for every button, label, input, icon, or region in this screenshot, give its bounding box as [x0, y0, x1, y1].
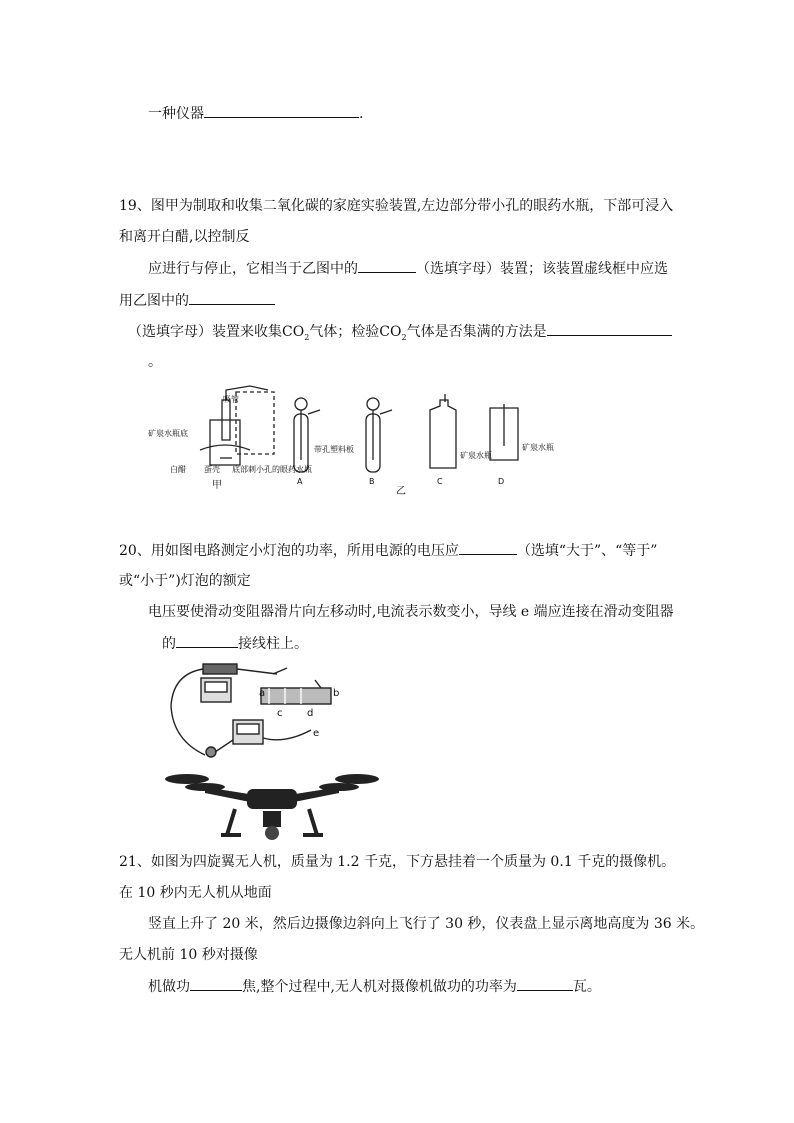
rheostat [261, 688, 331, 704]
label-c: c [277, 708, 283, 719]
funnel-A [295, 398, 307, 410]
label-A: A [297, 477, 303, 486]
q19-line2: 和离开白醋,以控制反 [119, 229, 250, 245]
funnel-B [367, 398, 379, 410]
q21-line1: 21、如图为四旋翼无人机，质量为 1.2 千克，下方悬挂着一个质量为 0.1 千克的摄像机。 [119, 854, 676, 870]
q21-line2: 在 10 秒内无人机从地面 [119, 885, 272, 901]
label-e: e [313, 728, 320, 739]
rotor-right-1 [335, 774, 379, 784]
q20-line1: 20、用如图电路测定小灯泡的功率，所用电源的电压应 （选填“大于”、“等于” [119, 540, 657, 561]
label-b: b [333, 688, 340, 699]
q20-line2: 或“小于”)灯泡的额定 [119, 573, 251, 589]
q19-line6: 。 [148, 354, 162, 370]
vinegar-surface [200, 445, 250, 450]
label-C: C [437, 477, 443, 486]
q18-tail-text: 一种仪器 [148, 106, 204, 122]
q20-blank-2[interactable] [176, 633, 238, 648]
label-D: D [498, 477, 505, 486]
camera [265, 826, 279, 840]
bulb [206, 747, 216, 757]
q19-blank-3[interactable] [547, 321, 672, 336]
q18-tail: 一种仪器 . [148, 103, 363, 124]
label-yi: 乙 [396, 486, 406, 497]
label-B: B [369, 477, 375, 486]
wire-left [171, 669, 205, 755]
q18-blank[interactable] [204, 103, 359, 118]
body [247, 789, 297, 809]
q20-line3: 电压要使滑动变阻器滑片向左移动时,电流表示数变小，导线 e 端应连接在滑动变阻器 [148, 604, 674, 620]
q20-circuit [165, 660, 355, 768]
q19-line5: （选填字母）装置来收集$CO_2$气体；检验$CO_2$气体是否集满的方法是 [128, 321, 672, 348]
q19-blank-2[interactable] [189, 290, 275, 305]
label-a: a [259, 688, 266, 699]
q19-figure [140, 380, 560, 498]
dashed-box [236, 392, 274, 454]
label-bottle-D: 矿泉水瓶 [522, 443, 554, 452]
label-bottle-C: 矿泉水瓶 [460, 451, 492, 460]
q20-line4: 的 接线柱上。 [162, 633, 308, 654]
bottle-C [430, 400, 456, 468]
label-eggshell: 蛋壳 [204, 465, 220, 474]
label-eyedrop: 底部刺小孔的眼药水瓶 [232, 465, 312, 474]
label-jia: 甲 [212, 480, 222, 491]
q21-line5: 机做功 焦,整个过程中,无人机对摄像机做功的功率为 瓦。 [148, 976, 601, 997]
q21-blank-1[interactable] [190, 976, 242, 991]
switch [273, 668, 287, 674]
label-bottle-bottom: 矿泉水瓶底 [148, 429, 188, 438]
q21-blank-2[interactable] [517, 976, 573, 991]
wire-top [237, 669, 277, 674]
q21-line3: 竖直上升了 20 米，然后边摄像边斜向上飞行了 30 秒，仪表盘上显示离地高度为 36 米。 [148, 916, 705, 932]
wire-e [263, 730, 311, 740]
q19-line4: 用乙图中的 [119, 290, 275, 311]
rotor-left-1 [165, 774, 209, 784]
q19-line1: 19、图甲为制取和收集二氧化碳的家庭实验装置,左边部分带小孔的眼药水瓶，下部可浸入 [119, 198, 674, 214]
label-vinegar: 白醋 [170, 465, 186, 474]
battery [203, 664, 237, 674]
label-plate: 带孔塑料板 [314, 445, 354, 454]
q19-blank-1[interactable] [358, 258, 416, 273]
q19-line3: 应进行与停止，它相当于乙图中的 （选填字母）装置；该装置虚线框中应选 [148, 258, 668, 279]
label-d: d [307, 708, 314, 719]
label-tube: 吸管 [223, 395, 239, 404]
q21-line4: 无人机前 10 秒对摄像 [119, 947, 258, 963]
gimbal [263, 811, 281, 827]
drone-image [165, 765, 380, 843]
q20-blank-1[interactable] [459, 540, 517, 555]
